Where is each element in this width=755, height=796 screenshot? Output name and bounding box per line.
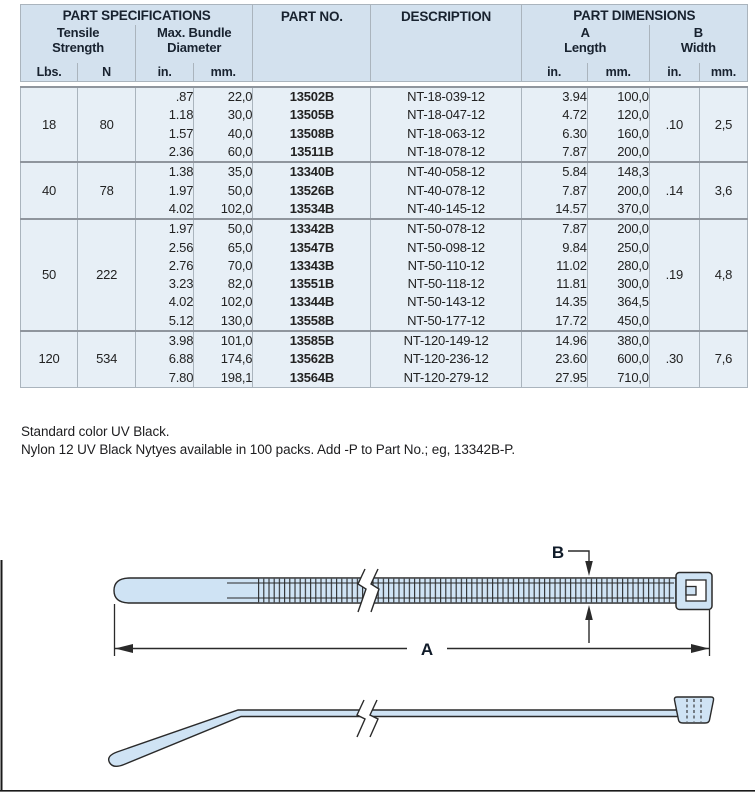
cell-description: NT-50-110-12 — [371, 257, 521, 275]
cell-length-in: 7.87 — [521, 181, 587, 199]
header-tensile-strength — [21, 25, 136, 63]
cell-bundle-in: 7.80 — [136, 368, 194, 387]
header-b-line2: Width — [680, 40, 716, 55]
cell-length-mm: 370,0 — [587, 200, 649, 219]
cell-part-no: 13526B — [253, 181, 371, 199]
cell-description: NT-120-149-12 — [371, 331, 521, 350]
cell-part-no: 13564B — [253, 368, 371, 387]
cell-bundle-in: 2.36 — [136, 143, 194, 162]
header-part-specifications: PART SPECIFICATIONS — [62, 7, 211, 23]
cell-bundle-mm: 101,0 — [194, 331, 253, 350]
spec-group — [21, 162, 748, 219]
cell-part-no: 13343B — [253, 257, 371, 275]
cell-bundle-in: 4.02 — [136, 293, 194, 311]
cell-bundle-mm: 198,1 — [194, 368, 253, 387]
footnote-nylon-packs: Nylon 12 UV Black Nytyes available in 100 packs. Add -P to Part No.; eg, 13342B-P. — [21, 441, 516, 457]
unit-lbs: Lbs. — [36, 65, 62, 79]
cell-length-mm: 280,0 — [587, 257, 649, 275]
cell-length-mm: 380,0 — [587, 331, 649, 350]
tie-strap-side-view — [109, 710, 688, 766]
a-arrow-left — [115, 644, 133, 653]
cell-part-no: 13340B — [253, 162, 371, 181]
cell-description: NT-18-063-12 — [371, 125, 521, 143]
dimension-a-label: A — [420, 640, 434, 659]
cell-bundle-mm: 102,0 — [194, 200, 253, 219]
a-arrow-right — [691, 644, 709, 653]
cell-length-mm: 148,3 — [587, 162, 649, 181]
cell-length-mm: 100,0 — [587, 87, 649, 106]
b-arrow-down — [585, 561, 593, 576]
cell-description: NT-120-279-12 — [371, 368, 521, 387]
cell-tensile-lbs: 120 — [38, 351, 60, 367]
cell-bundle-mm: 50,0 — [194, 181, 253, 199]
header-b-width — [649, 25, 747, 63]
cell-length-in: 23.60 — [521, 350, 587, 368]
cell-tensile-lbs: 40 — [42, 182, 57, 198]
cell-description: NT-40-078-12 — [371, 181, 521, 199]
cell-bundle-mm: 70,0 — [194, 257, 253, 275]
spec-table-header — [20, 4, 748, 82]
table-row — [21, 331, 748, 350]
cell-length-in: 3.94 — [521, 87, 587, 106]
header-a-length — [521, 25, 649, 63]
cell-bundle-mm: 82,0 — [194, 275, 253, 293]
header-a-line2: Length — [564, 40, 607, 55]
spec-group — [21, 87, 748, 162]
cell-width-in: .30 — [649, 331, 699, 387]
cell-bundle-mm: 40,0 — [194, 125, 253, 143]
cell-length-in: 11.02 — [521, 257, 587, 275]
cell-description: NT-18-039-12 — [371, 87, 521, 106]
tie-head-side-view — [674, 697, 713, 723]
header-bundle-line1: Max. Bundle — [157, 25, 232, 40]
header-tensile-line2: Strength — [52, 40, 104, 55]
cell-bundle-in: 1.38 — [136, 162, 194, 181]
cell-length-mm: 200,0 — [587, 181, 649, 199]
cell-part-no: 13558B — [253, 312, 371, 331]
cell-part-no: 13547B — [253, 238, 371, 256]
cell-bundle-mm: 35,0 — [194, 162, 253, 181]
cell-bundle-in: 3.98 — [136, 331, 194, 350]
cell-width-in: .19 — [649, 219, 699, 331]
cell-width-mm: 7,6 — [699, 331, 747, 387]
cell-part-no: 13551B — [253, 275, 371, 293]
cell-bundle-mm: 130,0 — [194, 312, 253, 331]
cell-bundle-in: 2.76 — [136, 257, 194, 275]
cell-description: NT-50-078-12 — [371, 219, 521, 238]
cell-length-in: 4.72 — [521, 106, 587, 124]
unit-mm-width: mm. — [699, 63, 747, 82]
cell-part-no: 13585B — [253, 331, 371, 350]
spec-group — [21, 331, 748, 387]
dimension-b-label: B — [551, 543, 565, 562]
unit-n: N — [78, 63, 136, 82]
cell-bundle-mm: 50,0 — [194, 219, 253, 238]
unit-in-length: in. — [521, 63, 587, 82]
header-part-no: PART NO. — [253, 5, 371, 82]
cell-length-in: 14.35 — [521, 293, 587, 311]
cell-part-no: 13562B — [253, 350, 371, 368]
cell-description: NT-40-145-12 — [371, 200, 521, 219]
cell-length-in: 5.84 — [521, 162, 587, 181]
cell-width-in: .14 — [649, 162, 699, 219]
unit-mm-bundle: mm. — [194, 63, 253, 82]
header-bundle-line2: Diameter — [167, 40, 222, 55]
cell-bundle-in: .87 — [136, 87, 194, 106]
footnote-standard-color: Standard color UV Black. — [21, 424, 170, 439]
cell-bundle-in: 1.57 — [136, 125, 194, 143]
head-latch-pawl — [686, 587, 696, 596]
header-tensile-line1: Tensile — [56, 25, 100, 40]
header-max-bundle-diameter — [136, 25, 253, 63]
cell-length-mm: 250,0 — [587, 238, 649, 256]
cell-tensile-n: 80 — [78, 87, 136, 162]
cell-bundle-mm: 22,0 — [194, 87, 253, 106]
cell-length-in: 17.72 — [521, 312, 587, 331]
cell-tensile-n: 222 — [78, 219, 136, 331]
tie-ribs — [258, 579, 674, 602]
cable-tie-figure — [0, 480, 755, 796]
cell-part-no: 13511B — [253, 143, 371, 162]
cell-bundle-mm: 65,0 — [194, 238, 253, 256]
cell-part-no: 13342B — [253, 219, 371, 238]
table-row — [21, 219, 748, 238]
cell-length-mm: 300,0 — [587, 275, 649, 293]
cell-description: NT-50-098-12 — [371, 238, 521, 256]
cell-bundle-mm: 174,6 — [194, 350, 253, 368]
table-row — [21, 87, 748, 106]
cell-description: NT-120-236-12 — [371, 350, 521, 368]
unit-in-width: in. — [649, 63, 699, 82]
cell-part-no: 13502B — [253, 87, 371, 106]
cell-description: NT-18-078-12 — [371, 143, 521, 162]
cell-length-mm: 450,0 — [587, 312, 649, 331]
cell-length-mm: 200,0 — [587, 143, 649, 162]
cell-bundle-mm: 60,0 — [194, 143, 253, 162]
cable-tie-top-view — [114, 543, 712, 659]
b-arrow-up — [585, 605, 593, 620]
cell-bundle-mm: 102,0 — [194, 293, 253, 311]
cell-tensile-n: 534 — [78, 331, 136, 387]
spec-table-body — [20, 86, 748, 388]
cell-length-mm: 120,0 — [587, 106, 649, 124]
cell-description: NT-50-143-12 — [371, 293, 521, 311]
table-row — [21, 162, 748, 181]
cell-length-in: 14.57 — [521, 200, 587, 219]
cell-length-in: 9.84 — [521, 238, 587, 256]
cell-length-mm: 160,0 — [587, 125, 649, 143]
header-part-dimensions: PART DIMENSIONS — [521, 5, 747, 26]
unit-mm-length: mm. — [587, 63, 649, 82]
dimension-a — [115, 604, 710, 659]
footnotes — [21, 423, 515, 458]
cell-length-mm: 364,5 — [587, 293, 649, 311]
cell-width-in: .10 — [649, 87, 699, 162]
cell-part-no: 13505B — [253, 106, 371, 124]
cell-length-in: 6.30 — [521, 125, 587, 143]
cell-description: NT-50-177-12 — [371, 312, 521, 331]
break-symbol-side — [357, 700, 378, 737]
cell-description: NT-40-058-12 — [371, 162, 521, 181]
unit-in-bundle: in. — [136, 63, 194, 82]
cell-bundle-in: 5.12 — [136, 312, 194, 331]
cell-bundle-in: 1.18 — [136, 106, 194, 124]
cell-length-mm: 600,0 — [587, 350, 649, 368]
header-description: DESCRIPTION — [371, 5, 521, 82]
cell-bundle-in: 3.23 — [136, 275, 194, 293]
cell-description: NT-50-118-12 — [371, 275, 521, 293]
cell-tensile-lbs: 18 — [42, 116, 57, 132]
cell-length-mm: 200,0 — [587, 219, 649, 238]
cell-tensile-n: 78 — [78, 162, 136, 219]
header-a-line1: A — [580, 25, 590, 40]
cell-part-no: 13508B — [253, 125, 371, 143]
cell-length-in: 11.81 — [521, 275, 587, 293]
cell-length-in: 7.87 — [521, 143, 587, 162]
cell-tensile-lbs: 50 — [42, 266, 57, 282]
cable-tie-side-view — [109, 697, 714, 766]
spec-group — [21, 219, 748, 331]
cell-length-in: 14.96 — [521, 331, 587, 350]
cell-part-no: 13534B — [253, 200, 371, 219]
cell-length-mm: 710,0 — [587, 368, 649, 387]
spec-table — [20, 4, 748, 388]
header-b-line1: B — [693, 25, 703, 40]
tie-head-top-view — [676, 573, 712, 610]
cell-part-no: 13344B — [253, 293, 371, 311]
cell-description: NT-18-047-12 — [371, 106, 521, 124]
cell-width-mm: 3,6 — [699, 162, 747, 219]
cell-bundle-in: 1.97 — [136, 219, 194, 238]
cell-width-mm: 2,5 — [699, 87, 747, 162]
cell-bundle-in: 1.97 — [136, 181, 194, 199]
cell-length-in: 27.95 — [521, 368, 587, 387]
cell-bundle-in: 6.88 — [136, 350, 194, 368]
cell-length-in: 7.87 — [521, 219, 587, 238]
cell-bundle-in: 4.02 — [136, 200, 194, 219]
cell-bundle-in: 2.56 — [136, 238, 194, 256]
cell-bundle-mm: 30,0 — [194, 106, 253, 124]
cell-width-mm: 4,8 — [699, 219, 747, 331]
